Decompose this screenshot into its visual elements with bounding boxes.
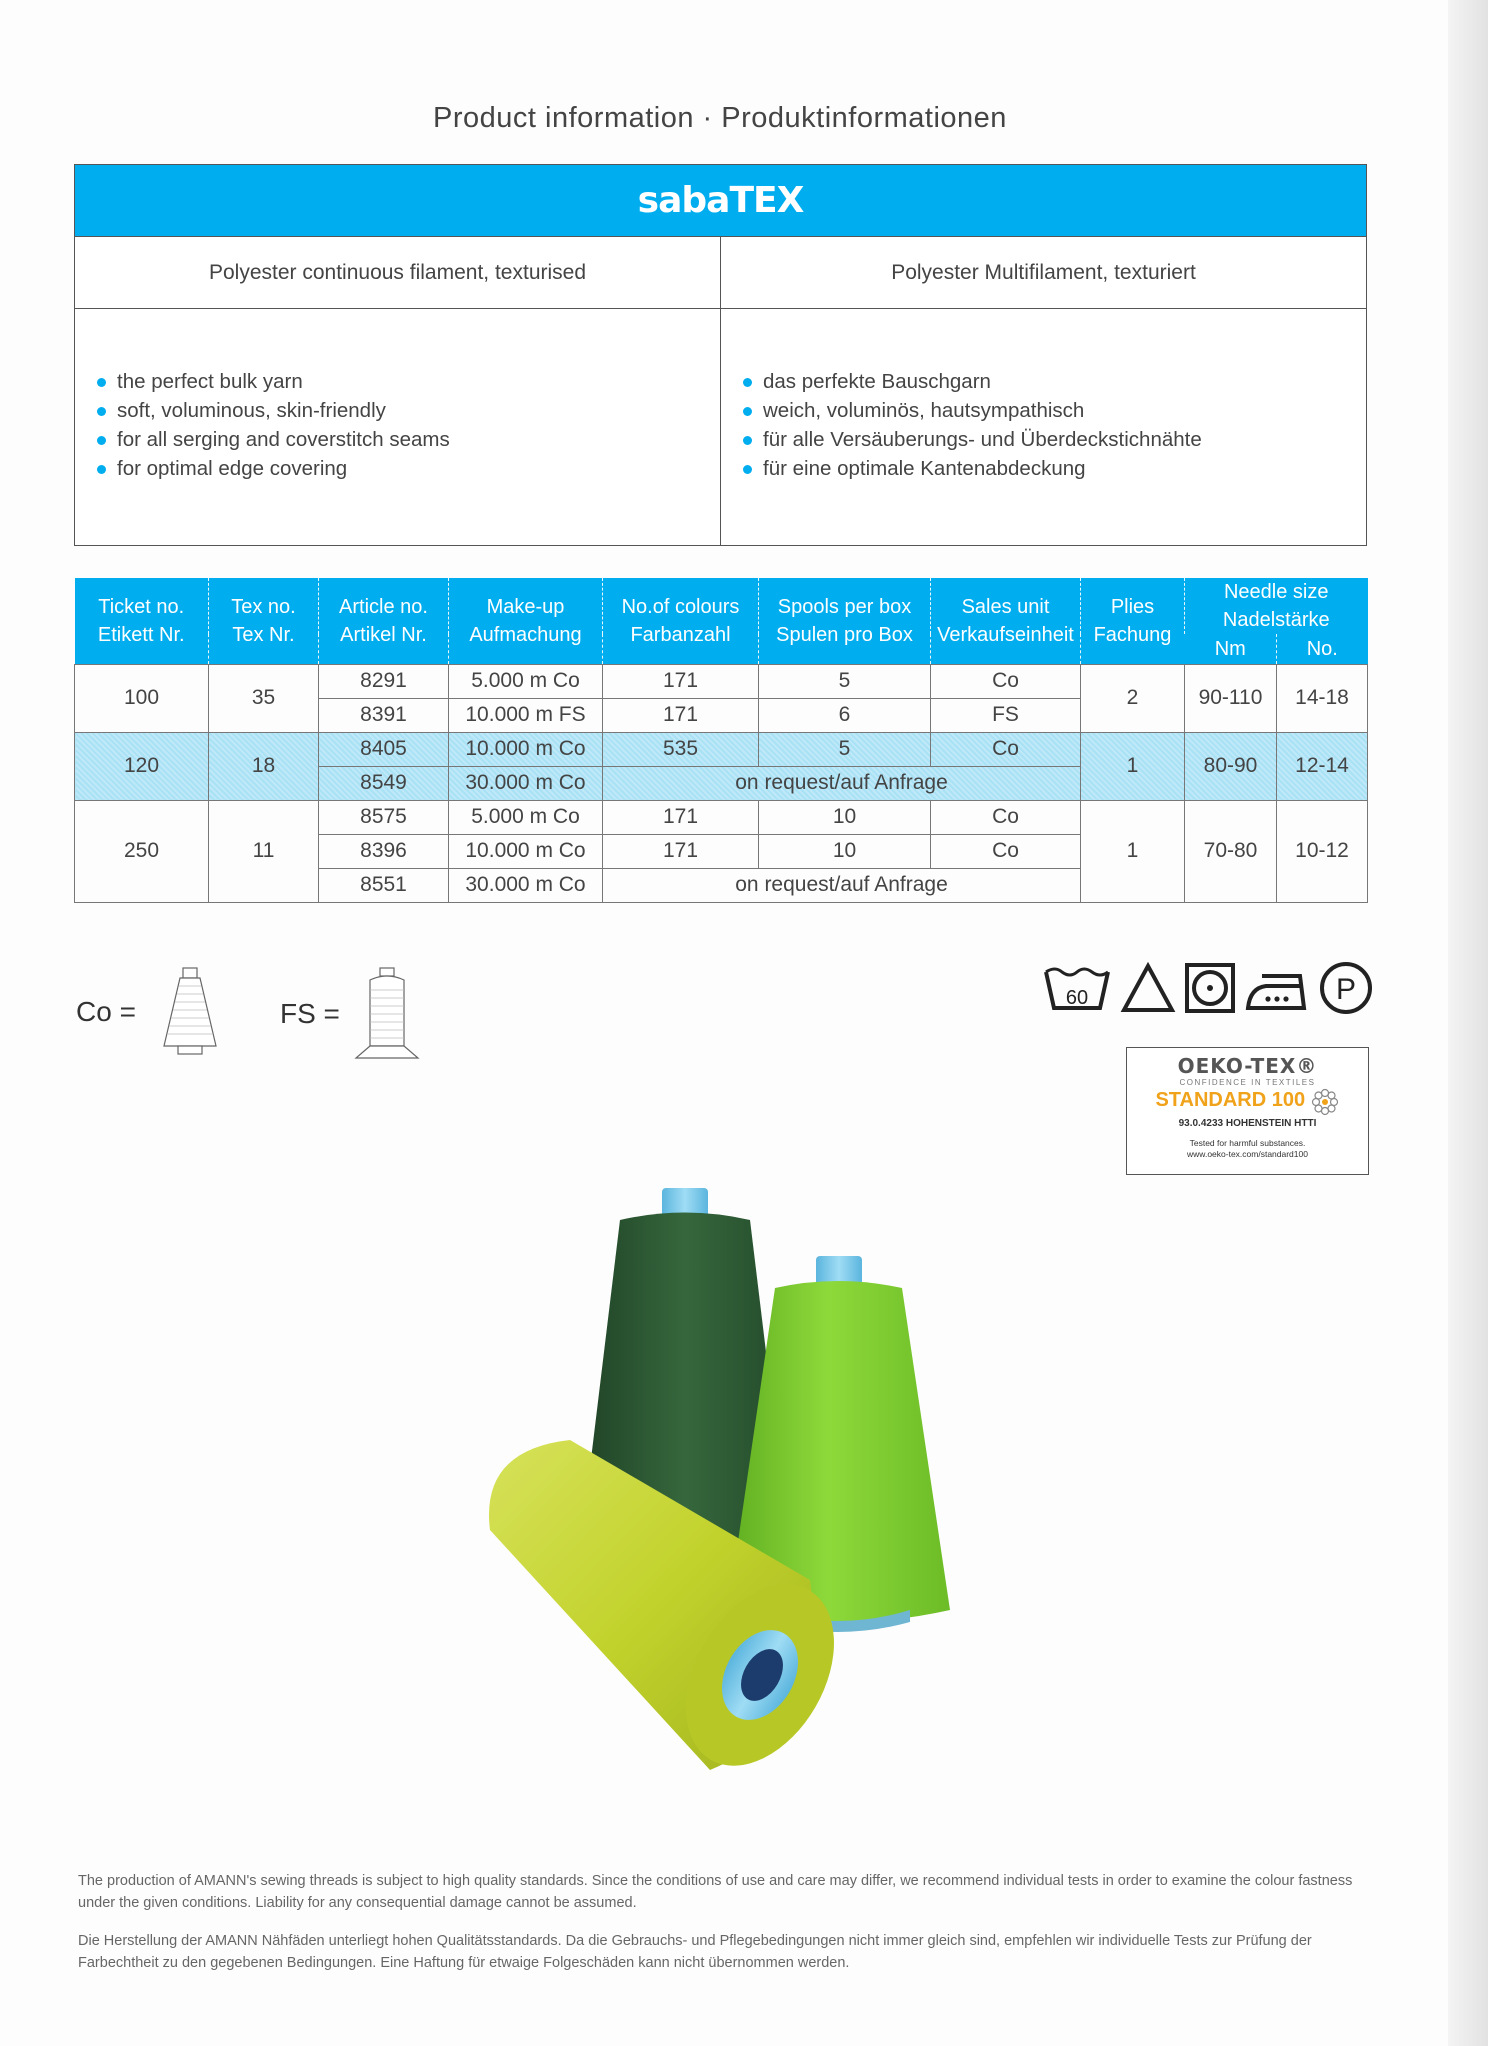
cell-sales: Co [931,732,1081,766]
header-sales: Sales unit Verkaufseinheit [931,578,1081,664]
features-en [75,309,721,545]
brand-logo: sabaTEX [637,180,804,221]
cell-no: 12-14 [1277,732,1368,800]
feature-item: das perfekte Bauschgarn [743,367,1366,396]
cell-colours: 171 [603,834,759,868]
oeko-tex-label [1126,1047,1369,1175]
header-no: No. [1277,634,1368,664]
cell-colours: 171 [603,664,759,698]
cell-tex: 18 [209,732,319,800]
cell-plies: 2 [1081,664,1185,732]
wash-temp-label: 60 [1065,987,1089,1009]
dry-clean-icon [1318,960,1374,1016]
cell-spools: 5 [759,732,931,766]
cell-colours: 171 [603,800,759,834]
cone-icon [150,966,230,1058]
product-info-box [74,164,1367,546]
iron-icon [1244,962,1310,1014]
cell-makeup: 30.000 m Co [449,766,603,800]
care-symbols [1042,960,1374,1016]
cell-makeup: 10.000 m Co [449,732,603,766]
thread-cones-image [470,1180,1030,1840]
header-tex: Tex no. Tex Nr. [209,578,319,664]
wash-60-icon [1042,962,1112,1014]
flower-icon [1310,1087,1340,1117]
header-makeup: Make-up Aufmachung [449,578,603,664]
cell-nm: 90-110 [1185,664,1277,732]
cell-sales: Co [931,664,1081,698]
cell-spools: 5 [759,664,931,698]
oeko-tagline: CONFIDENCE IN TEXTILES [1179,1078,1316,1087]
legend-co-label: Co = [76,996,136,1027]
cell-ticket: 250 [75,800,209,902]
header-spools: Spools per box Spulen pro Box [759,578,931,664]
cell-ticket: 100 [75,664,209,732]
page-title: Product information · Produktinformationen [433,102,1007,134]
cell-colours: 535 [603,732,759,766]
cell-article: 8396 [319,834,449,868]
header-article: Article no. Artikel Nr. [319,578,449,664]
description-row [75,237,1366,309]
cell-on-request: on request/auf Anfrage [603,868,1081,902]
spec-table [74,578,1368,903]
page-edge [1448,0,1488,2046]
cell-nm: 70-80 [1185,800,1277,902]
brand-bar [75,165,1366,237]
cell-makeup: 5.000 m Co [449,800,603,834]
cell-makeup: 10.000 m Co [449,834,603,868]
table-row [75,732,1368,766]
cell-colours: 171 [603,698,759,732]
cell-nm: 80-90 [1185,732,1277,800]
oeko-cert: 93.0.4233 HOHENSTEIN HTTI [1178,1118,1317,1129]
header-colours: No.of colours Farbanzahl [603,578,759,664]
features-row [75,309,1366,545]
legend-fs-label: FS = [280,998,340,1029]
disclaimer-en: The production of AMANN's sewing threads is subject to high quality standards. Since the conditions of use and care may differ, we recommend individual tests in order to examine the colour fastness under the given conditions. Liability for any consequential damage cannot be assumed. [78,1873,1353,1911]
cell-article: 8391 [319,698,449,732]
cell-article: 8549 [319,766,449,800]
oeko-brand: OEKO-TEX® [1177,1054,1318,1078]
header-nm: Nm [1185,634,1277,664]
cell-spools: 6 [759,698,931,732]
legend-fs [280,966,422,1062]
cell-tex: 11 [209,800,319,902]
feature-item: für alle Versäuberungs- und Überdeckstichnähte [743,425,1366,454]
cell-article: 8291 [319,664,449,698]
features-de [721,309,1366,545]
description-en: Polyester continuous filament, texturised [75,237,721,308]
cell-ticket: 120 [75,732,209,800]
oeko-url: www.oeko-tex.com/standard100 [1187,1149,1308,1159]
feature-item: for all serging and coverstitch seams [97,425,720,454]
table-row [75,800,1368,834]
table-row [75,664,1368,698]
dry-clean-label: P [1335,973,1357,1006]
feature-item: soft, voluminous, skin-friendly [97,396,720,425]
bleach-icon [1120,962,1176,1014]
description-de: Polyester Multifilament, texturiert [891,260,1196,284]
cell-plies: 1 [1081,732,1185,800]
cell-makeup: 5.000 m Co [449,664,603,698]
legend-co [76,966,230,1058]
cell-article: 8551 [319,868,449,902]
header-plies: Plies Fachung [1081,578,1185,664]
header-needle: Needle size Nadelstärke [1185,578,1368,634]
cell-makeup: 30.000 m Co [449,868,603,902]
cell-no: 10-12 [1277,800,1368,902]
spool-icon [352,966,422,1062]
header-ticket: Ticket no. Etikett Nr. [75,578,209,664]
cell-spools: 10 [759,800,931,834]
oeko-tested: Tested for harmful substances. [1189,1138,1306,1148]
disclaimer-de: Die Herstellung der AMANN Nähfäden unterliegt hohen Qualitätsstandards. Da die Gebrauchs- und Pflegebedingungen nicht immer gleich sind, empfehlen wir individuelle Tests zur Prüfung der Farbechtheit zu den gegebenen Bedingungen. Eine Haftung für etwaige Folgeschäden kann nicht übernommen werden. [78,1933,1312,1971]
oeko-standard: STANDARD 100 [1155,1089,1306,1112]
feature-item: weich, voluminös, hautsympathisch [743,396,1366,425]
cell-plies: 1 [1081,800,1185,902]
cell-sales: Co [931,834,1081,868]
cell-makeup: 10.000 m FS [449,698,603,732]
cell-tex: 35 [209,664,319,732]
feature-item: the perfect bulk yarn [97,367,720,396]
tumble-dry-icon [1184,962,1236,1014]
cell-spools: 10 [759,834,931,868]
cell-article: 8405 [319,732,449,766]
feature-item: for optimal edge covering [97,454,720,483]
cell-article: 8575 [319,800,449,834]
cell-sales: Co [931,800,1081,834]
feature-item: für eine optimale Kantenabdeckung [743,454,1366,483]
cell-on-request: on request/auf Anfrage [603,766,1081,800]
cell-no: 14-18 [1277,664,1368,732]
cell-sales: FS [931,698,1081,732]
